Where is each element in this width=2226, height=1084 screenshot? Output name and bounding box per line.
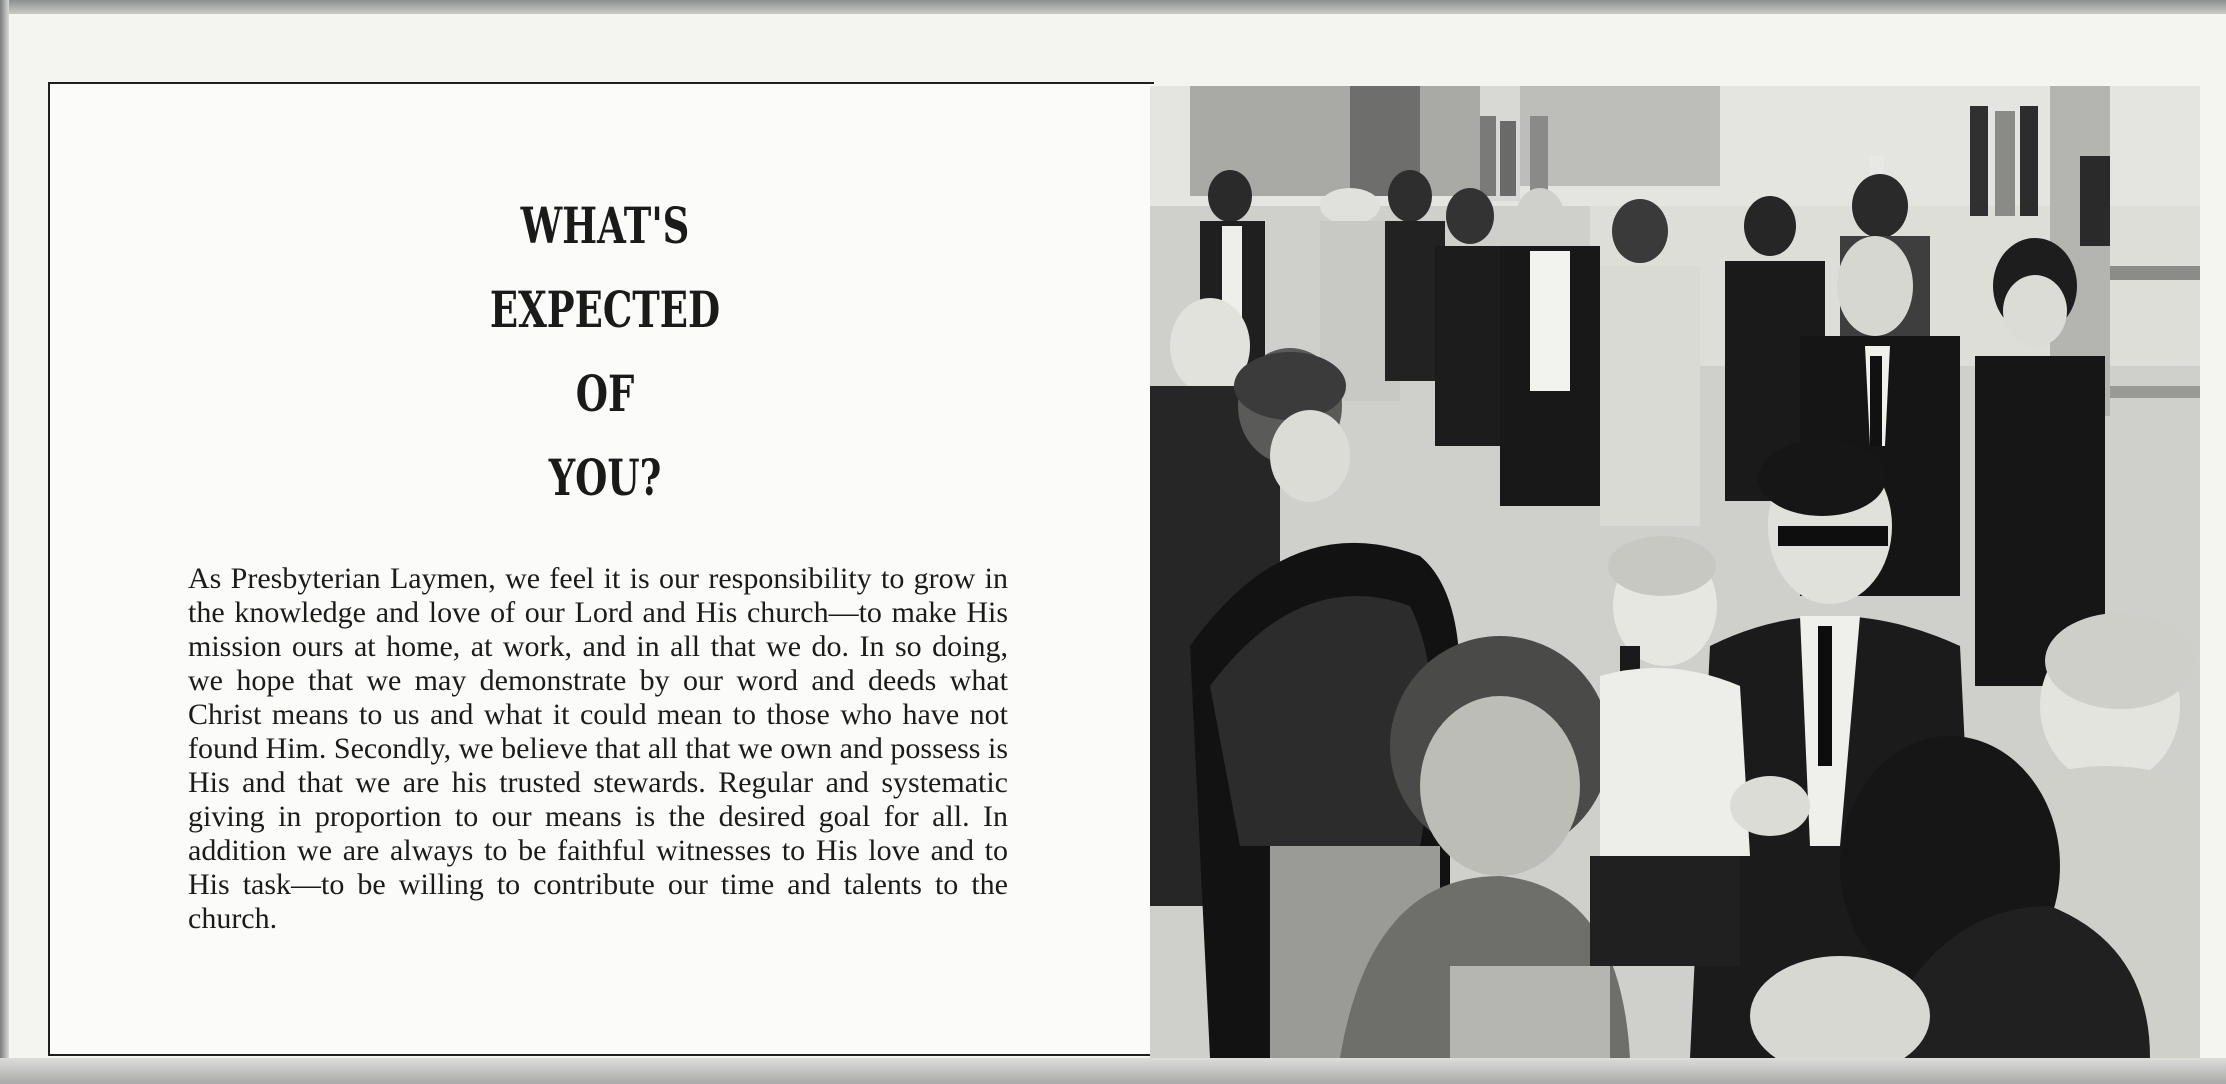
heading-line-2: EXPECTED <box>489 280 721 339</box>
heading-line-1: WHAT'S <box>520 196 690 255</box>
text-panel <box>48 82 1154 1056</box>
body-paragraph: As Presbyterian Laymen, we feel it is our responsibility to grow in the knowledge and love of our Lord and His church—to make His mission ours at home, at work, and in all that we do. In so doing, we hope that we may demonstrate by our word and deeds what Christ means to us and what it could mean to those who have not found Him. Secondly, we believe that all that we own and possess is His and that we are his trusted stewards. Regular and systematic giving in proportion to our means is the desired goal for all. In addition we are always to be faithful witnesses to His love and to His task—to be willing to contribute our time and talents to the church. <box>188 562 1008 935</box>
scan-top-edge <box>0 0 2226 14</box>
page-heading <box>365 184 846 520</box>
congregation-photo <box>1150 86 2200 1058</box>
heading-line-3: OF <box>575 364 635 423</box>
scan-bottom-edge <box>0 1058 2226 1084</box>
photo-illustration <box>1150 86 2200 1058</box>
heading-line-4: YOU? <box>548 448 662 507</box>
scan-left-edge <box>0 0 9 1084</box>
